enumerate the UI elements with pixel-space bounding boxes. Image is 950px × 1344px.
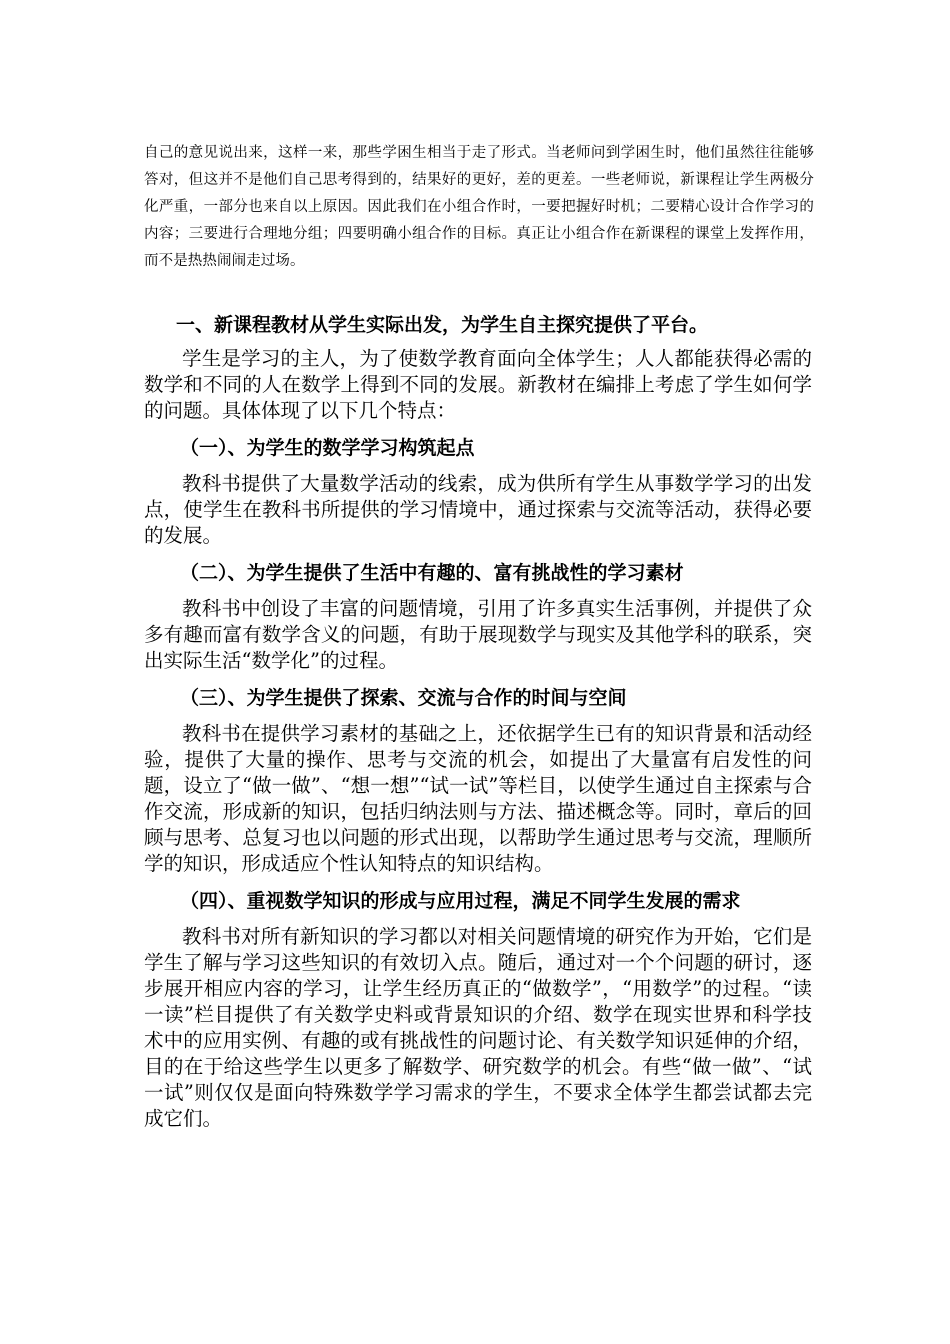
subsection-body-1: 教科书提供了大量数学活动的线索，成为供所有学生从事数学学习的出发点，使学生在教科书所提供的学习情境中，通过探索与交流等活动，获得必要的发展。	[144, 472, 812, 547]
main-content	[144, 308, 812, 1143]
section-heading: 一、新课程教材从学生实际出发，为学生自主探究提供了平台。	[176, 314, 709, 336]
subsection-heading-1: （一）、为学生的数学学习构筑起点	[180, 437, 475, 459]
subsection-heading-2: （二）、为学生提供了生活中有趣的、富有挑战性的学习素材	[180, 562, 684, 584]
subsection-body-4: 教科书对所有新知识的学习都以对相关问题情境的研究作为开始，它们是学生了解与学习这些知识的有效切入点。随后，通过对一个个问题的研讨，逐步展开相应内容的学习，让学生经历真正的“做数学”，“用数学”的过程。“读一读”栏目提供了有关数学史料或背景知识的介绍、数学在现实世界和科学技术中的应用实例、有趣的或有挑战性的问题讨论、有关数学知识延伸的介绍，目的在于给这些学生以更多了解数学、研究数学的机会。有些“做一做”、“试一试”则仅仅是面向特殊数学学习需求的学生，不要求全体学生都尝试都去完成它们。	[144, 925, 812, 1130]
subsection-body-2: 教科书中创设了丰富的问题情境，引用了许多真实生活事例，并提供了众多有趣而富有数学含义的问题，有助于展现数学与现实及其他学科的联系，突出实际生活“数学化”的过程。	[144, 597, 812, 672]
subsection-body-3: 教科书在提供学习素材的基础之上，还依据学生已有的知识背景和活动经验，提供了大量的操作、思考与交流的机会，如提出了大量富有启发性的问题，设立了“做一做”、“想一想”“试一试”等栏目，以使学生通过自主探索与合作交流，形成新的知识，包括归纳法则与方法、描述概念等。同时，章后的回顾与思考、总复习也以问题的形式出现，以帮助学生通过思考与交流，理顺所学的知识，形成适应个性认知特点的知识结构。	[144, 722, 812, 875]
subsection-heading-4: （四）、重视数学知识的形成与应用过程，满足不同学生发展的需求	[180, 890, 741, 912]
section-intro-paragraph: 学生是学习的主人，为了使数学教育面向全体学生；人人都能获得必需的数学和不同的人在数学上得到不同的发展。新教材在编排上考虑了学生如何学的问题。具体体现了以下几个特点：	[144, 347, 812, 422]
intro-paragraph: 自己的意见说出来，这样一来，那些学困生相当于走了形式。当老师问到学困生时，他们虽然往往能够答对，但这并不是他们自己思考得到的，结果好的更好，差的更差。一些老师说，新课程让学生两极分化严重，一部分也来自以上原因。因此我们在小组合作时，一要把握好时机；二要精心设计合作学习的内容；三要进行合理地分组；四要明确小组合作的目标。真正让小组合作在新课程的课堂上发挥作用，而不是热热闹闹走过场。	[144, 144, 814, 269]
subsection-heading-3: （三）、为学生提供了探索、交流与合作的时间与空间	[180, 687, 627, 709]
